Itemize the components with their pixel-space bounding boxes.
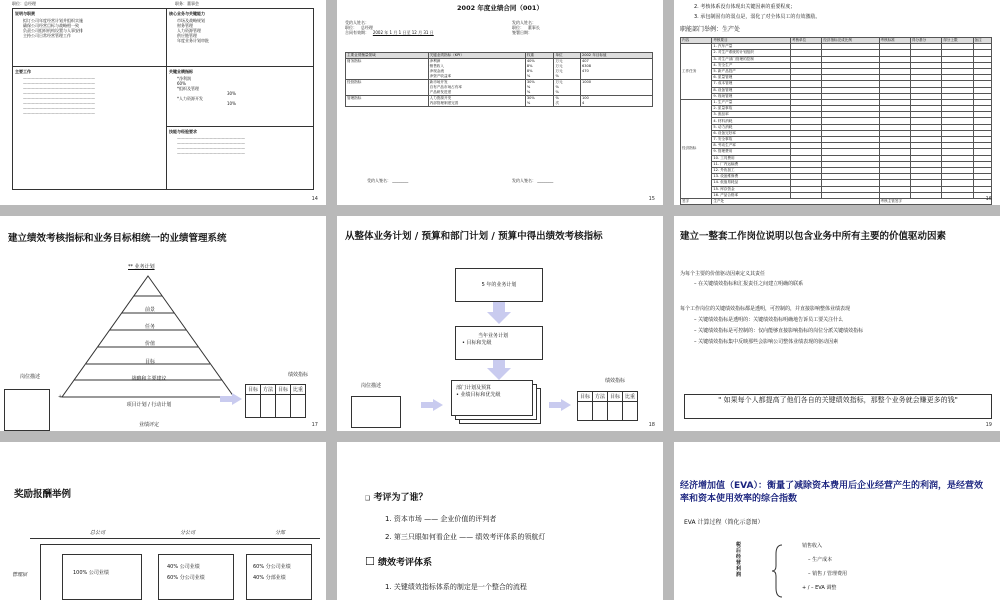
level-goal: 目标	[144, 359, 155, 365]
weight-cell: 8%	[526, 69, 533, 74]
item-cell: 10. 工具费用	[712, 155, 791, 161]
five-year-plan-box: 5 年的业务计划	[455, 268, 543, 302]
kpi-col: 目标	[578, 392, 593, 402]
kpi-cell: 净资产收益率	[429, 74, 452, 79]
table-header-cell: 考核要目	[712, 38, 791, 44]
unit-cell: 万元	[555, 59, 563, 64]
slide-title: 建立一整套工作岗位说明以包含业务中所有主要的价值驱动因素	[680, 231, 947, 242]
group-label: 工作任务	[681, 44, 712, 100]
item-cell: 3. 废品率	[712, 112, 791, 118]
weight-cell: 40%	[526, 59, 535, 64]
unit-cell: 万元	[555, 80, 563, 85]
eva-item: – 生产成本	[808, 557, 833, 563]
branch-perf: 60% 分公司业绩	[167, 574, 205, 581]
core-item: 供应链管理	[177, 33, 197, 38]
header-duty: 职务：董事会	[175, 1, 199, 6]
point: 1. 关键绩效指标体系的制定是一个整合的流程	[385, 583, 527, 591]
duty-item: 负责公司组织机构设置与人事安排	[23, 28, 83, 33]
target-cell: 6308	[581, 64, 592, 69]
job-desc-label: 岗位描述	[20, 374, 41, 380]
slide-18	[337, 216, 663, 431]
question: ❑ 考评为了谁？	[365, 493, 428, 503]
eva-item: 销售收入	[802, 543, 823, 549]
quote-box: " 如果每个人都提高了他们各自的关键绩效指标，那整个业务就会赚更多的钱"	[684, 394, 992, 419]
kpi-col: 比重	[291, 385, 306, 395]
job-desc-box	[4, 389, 50, 431]
weight-cell: %	[526, 85, 531, 90]
item-cell: 9. 现场管理	[712, 93, 791, 99]
division-perf: 60% 分公司业绩	[253, 564, 291, 570]
kpi-cell: 净现金流	[429, 69, 444, 74]
item-cell: 4. 材料消耗	[712, 118, 791, 124]
table-header-cell: 备注	[973, 38, 991, 44]
kpi-item: *人力资源开发	[177, 96, 203, 101]
unit-cell: 万元	[555, 69, 563, 74]
kpi-cell: 产品研发进度	[429, 90, 452, 95]
checkbox-icon: ☐	[365, 555, 375, 568]
arrow-right-icon	[433, 399, 443, 411]
eva-item: – 销售 / 管理费用	[808, 571, 847, 577]
unit-cell: %	[555, 74, 559, 79]
weight-cell: 30%	[526, 80, 535, 85]
assessment-table	[680, 37, 992, 205]
eva-subtitle: EVA 计算过程（简化示意图）	[684, 519, 764, 526]
kpi-table	[245, 384, 306, 418]
level-review: 业绩评定	[138, 422, 159, 428]
kpi-cell: 内部管理制度完善	[429, 101, 459, 106]
bullet-icon: ❑	[365, 495, 371, 502]
item-cell: 1. 生产产量	[712, 99, 791, 105]
page-number: 19	[985, 422, 992, 428]
dept-plan-label: 部门计划及预算	[456, 385, 492, 391]
job-desc-label: 岗位描述	[361, 383, 382, 389]
core-item: 年度业务计划审批	[177, 38, 209, 43]
col-head: 分公司	[180, 530, 196, 536]
table-header-cell: 考核标准	[879, 38, 910, 44]
level-vision: 前景	[144, 307, 155, 313]
level-value: 价值	[144, 341, 155, 347]
kpi-item: 60%	[177, 81, 186, 86]
unit-cell: %	[555, 96, 559, 101]
item-cell: 9. 管理费用	[712, 149, 791, 155]
field-label: 职位：	[512, 25, 524, 30]
duty-item: 确保公司经营目标与战略相一致	[23, 23, 79, 28]
col-head: 分部	[275, 530, 286, 536]
weight-cell: %	[526, 74, 531, 79]
slide-19	[674, 216, 1000, 431]
item-cell: 2. 质量事故	[712, 106, 791, 112]
field-label: 签署日期：	[512, 30, 532, 35]
kpi-box	[166, 66, 314, 128]
kpi-cell: 销售收入	[429, 64, 444, 69]
field-value: 2002 年 1 月 1 日至 12 月 31 日	[372, 30, 434, 35]
eva-item: + / – EVA 调整	[802, 585, 837, 591]
kpi-header: 关键业绩指标	[169, 69, 193, 74]
kpi-label: 绩效指标	[288, 372, 309, 378]
th: 2002 年目标值	[580, 53, 652, 59]
item-cell: 12. 外协加工	[712, 167, 791, 173]
slide-title: 奖励报酬举例	[14, 489, 72, 500]
kpi-col: 方法	[593, 392, 608, 402]
page-number: 16	[985, 196, 992, 202]
kpi-item: 10%	[227, 101, 236, 106]
arrow-right-icon	[561, 399, 571, 411]
kpi-col: 方法	[261, 385, 276, 395]
unit-cell: %	[555, 90, 559, 95]
item-cell: 6. 质量管理	[712, 75, 791, 81]
subtitle: 职能部门举例：生产处	[680, 26, 741, 33]
slide-title: 从整体业务计划 / 预算和部门计划 / 预算中得出绩效考核指标	[345, 231, 603, 242]
weight-cell: %	[526, 90, 531, 95]
table-header-cell: 经济指标完成比例	[822, 38, 879, 44]
target-cell: 100	[581, 96, 589, 101]
target-cell: 407	[581, 59, 589, 64]
field-label: 受约人姓名：	[345, 20, 369, 25]
kpi-cell: 净利润	[429, 59, 441, 64]
slide-20	[0, 442, 326, 600]
job-desc-box	[351, 396, 401, 428]
annual-plan-label: 当年业务计划	[478, 333, 509, 339]
item-cell: 7. 安全事故	[712, 137, 791, 143]
footer-cell: 签字	[681, 198, 712, 204]
kpi-cell: 新市场开发	[429, 80, 448, 85]
table-header-cell: 内容	[681, 38, 712, 44]
item-cell: 16. 产品合格率	[712, 192, 791, 198]
slide-14	[0, 0, 326, 205]
skills-box: 技能与经验要求 ————————————————— ————————————————— ————————————————— —————————————————	[166, 126, 314, 190]
level-mission: 任务	[144, 324, 155, 330]
col-header-core: 核心业务与关键能力	[169, 11, 205, 16]
duty-item: 拟订公司年度经营计划并组织实施	[23, 18, 83, 23]
item-cell: 11. 厂内运输费	[712, 161, 791, 167]
item-cell: 7. 成本管理	[712, 81, 791, 87]
kpi-cell: 自有产品市场占有率	[429, 85, 462, 90]
slide-15	[337, 0, 663, 205]
row-label: 管理层	[12, 572, 28, 578]
table-header-cell: 得分上限	[942, 38, 973, 44]
table-header-cell: 考核单位	[790, 38, 821, 44]
section-heading: ☐ 绩效考评体系	[365, 555, 433, 568]
slide-21	[337, 442, 663, 600]
unit-cell: 次	[555, 101, 560, 106]
group-label: 经济指标	[681, 99, 712, 198]
core-item: 财务管理	[177, 23, 193, 28]
table-footer	[681, 198, 992, 204]
responsibility-box	[12, 8, 168, 68]
division-cell	[246, 554, 312, 600]
kpi-col: 比重	[623, 392, 638, 402]
sign-right: 发约人签名： ________	[512, 178, 554, 183]
unit-cell: 万元	[555, 64, 563, 69]
division-perf: 40% 分部业绩	[253, 574, 286, 581]
field-label: 合同有效期：	[345, 30, 369, 35]
th: 单位	[554, 53, 581, 59]
unit-cell: %	[555, 85, 559, 90]
item-cell: 3. 对生产部门管理的控制	[712, 56, 791, 62]
item-cell: 13. 设备维修费	[712, 174, 791, 180]
dept-plan-sub: • 业绩目标和优先级	[456, 391, 501, 398]
annual-plan-sub: • 目标和先级	[462, 339, 492, 346]
sign-left: 受约人签名： ________	[367, 178, 409, 183]
area-cell: 经营指标	[346, 80, 429, 96]
nopat-label: 税后经营利润	[736, 542, 742, 578]
contract-table	[345, 52, 653, 107]
slide-17	[0, 216, 326, 431]
footer-cell: 考核主管签字	[879, 198, 991, 204]
th: 权重	[525, 53, 554, 59]
th: 主要业绩衡量领域	[346, 53, 429, 59]
item-cell: 14. 低值易耗品	[712, 180, 791, 186]
duty-item: 主持公司日常经营管理工作	[23, 33, 71, 38]
answer: 2. 第三只眼如何看企业 —— 绩效考评体系的领航灯	[385, 533, 546, 541]
divider	[30, 538, 320, 539]
field-label: 职位：	[345, 25, 357, 30]
kpi-item: *净利润	[177, 76, 191, 81]
section-main-work: 主要工作	[15, 69, 31, 74]
footer-cell: 生产处	[712, 198, 879, 204]
item-cell: 1. 汽车产量	[712, 44, 791, 50]
down-arrows	[487, 302, 511, 380]
weight-cell: 8%	[526, 64, 533, 69]
contract-title: 2002 年度业绩合同（001）	[457, 4, 543, 12]
item-cell: 8. 设备管理	[712, 87, 791, 93]
item-cell: 2. 对生产系统的计划组织	[712, 50, 791, 56]
slide-title: 建立绩效考核指标和业务目标相统一的业绩管理系统	[8, 233, 227, 244]
point: 3. 承包制固有的弱点是，弱化了对全体员工的有效激励。	[694, 14, 821, 20]
area-cell: 管理指标	[346, 96, 429, 107]
header-position: 职位：总经理	[12, 1, 36, 6]
para: 每个工作岗位的关键绩效指标都是透明，可控制的，并直接影响整体业绩表现	[680, 306, 851, 312]
table-header-cell: 得分基分	[910, 38, 941, 44]
level-strategy: 战略和主要建议	[131, 376, 167, 382]
para-sub: – 关键绩效指标是透明的：关键绩效指标明确地告诉员工要关注什么	[694, 317, 844, 323]
col-header-duties: 说明与职责	[15, 11, 35, 16]
item-cell: 15. 库存资金	[712, 186, 791, 192]
dept-plan-box	[451, 380, 533, 416]
brace-icon	[772, 544, 784, 598]
para-sub: – 关键绩效指标是可控制的：仅向能够直接影响指标的岗位分派关键绩效指标	[694, 328, 864, 334]
para-sub: – 关键绩效指标集中反映那些会影响公司整体业绩表现的驱动因素	[694, 339, 839, 345]
core-item: 人力资源管理	[177, 28, 201, 33]
para-sub: – 在关键绩效指标和汇报责任之间建立明确的联系	[694, 281, 804, 287]
field-label: 发约人姓名：	[512, 20, 536, 25]
level-project: 项目计划 / 行动计划	[126, 402, 172, 408]
slide-title: 经济增加值（EVA）：衡量了减除资本费用后企业经营产生的利润，是经营效率和资本使用效率的综合指数	[680, 481, 983, 504]
answer: 1. 资本市场 —— 企业价值的评判者	[385, 515, 497, 523]
contract-fields-left	[345, 20, 495, 35]
page-number: 17	[311, 422, 318, 428]
area-cell: 财务指标	[346, 59, 429, 80]
slide-22	[674, 442, 1000, 600]
item-cell: 5. 动力消耗	[712, 124, 791, 130]
kpi-table	[577, 391, 638, 421]
page-number: 18	[648, 422, 655, 428]
th: 关键业绩指标（KPI）	[428, 53, 525, 59]
contract-fields-right	[512, 20, 652, 35]
item-cell: 4. 安全生产	[712, 62, 791, 68]
kpi-col: 目标	[276, 385, 291, 395]
point: 2. 考核体系没有体现出关键因素的重要程度；	[694, 4, 796, 10]
field-value: 总经理	[360, 25, 373, 30]
kpi-cell: 人力资源开发	[429, 96, 452, 101]
col-head: 总公司	[90, 530, 106, 536]
target-cell: 470	[581, 69, 589, 74]
company-perf: 100% 公司业绩	[73, 570, 109, 576]
target-cell: 1000	[581, 80, 592, 85]
weight-cell: %	[526, 101, 531, 106]
slide-16	[674, 0, 1000, 205]
main-work-box: 主要工作 —————————————————— —————————————————— —————————————————— —————————————————— —————————————————— —————————————————— —————————————————— ——————————————————	[12, 66, 168, 190]
kpi-item: 30%	[227, 91, 236, 96]
core-item: 市场及战略规划	[177, 18, 205, 23]
section-skills: 技能与经验要求	[169, 129, 197, 134]
arrow-right-icon	[232, 393, 242, 405]
plus-sign: +	[58, 394, 63, 400]
page-number: 15	[648, 196, 655, 202]
company-cell	[62, 554, 142, 600]
kpi-label: 绩效指标	[605, 378, 626, 384]
item-cell: 5. 新产品投产	[712, 68, 791, 74]
kpi-item: *组织及管理	[177, 86, 199, 91]
item-cell: 6. 设备完好率	[712, 130, 791, 136]
page-number: 14	[311, 196, 318, 202]
field-value: 董事长	[527, 25, 540, 30]
kpi-col: 目标	[608, 392, 623, 402]
core-business-box	[166, 8, 314, 68]
plan-label: ** 业务计划	[128, 264, 155, 270]
target-cell: 4	[581, 101, 585, 106]
kpi-col: 目标	[246, 385, 261, 395]
item-cell: 8. 劳动生产率	[712, 143, 791, 149]
para: 为每个主要的价值驱动因素定义其责任	[680, 271, 766, 277]
branch-perf: 40% 公司业绩	[167, 564, 200, 570]
branch-cell	[158, 554, 234, 600]
weight-cell: 30%	[526, 96, 535, 101]
